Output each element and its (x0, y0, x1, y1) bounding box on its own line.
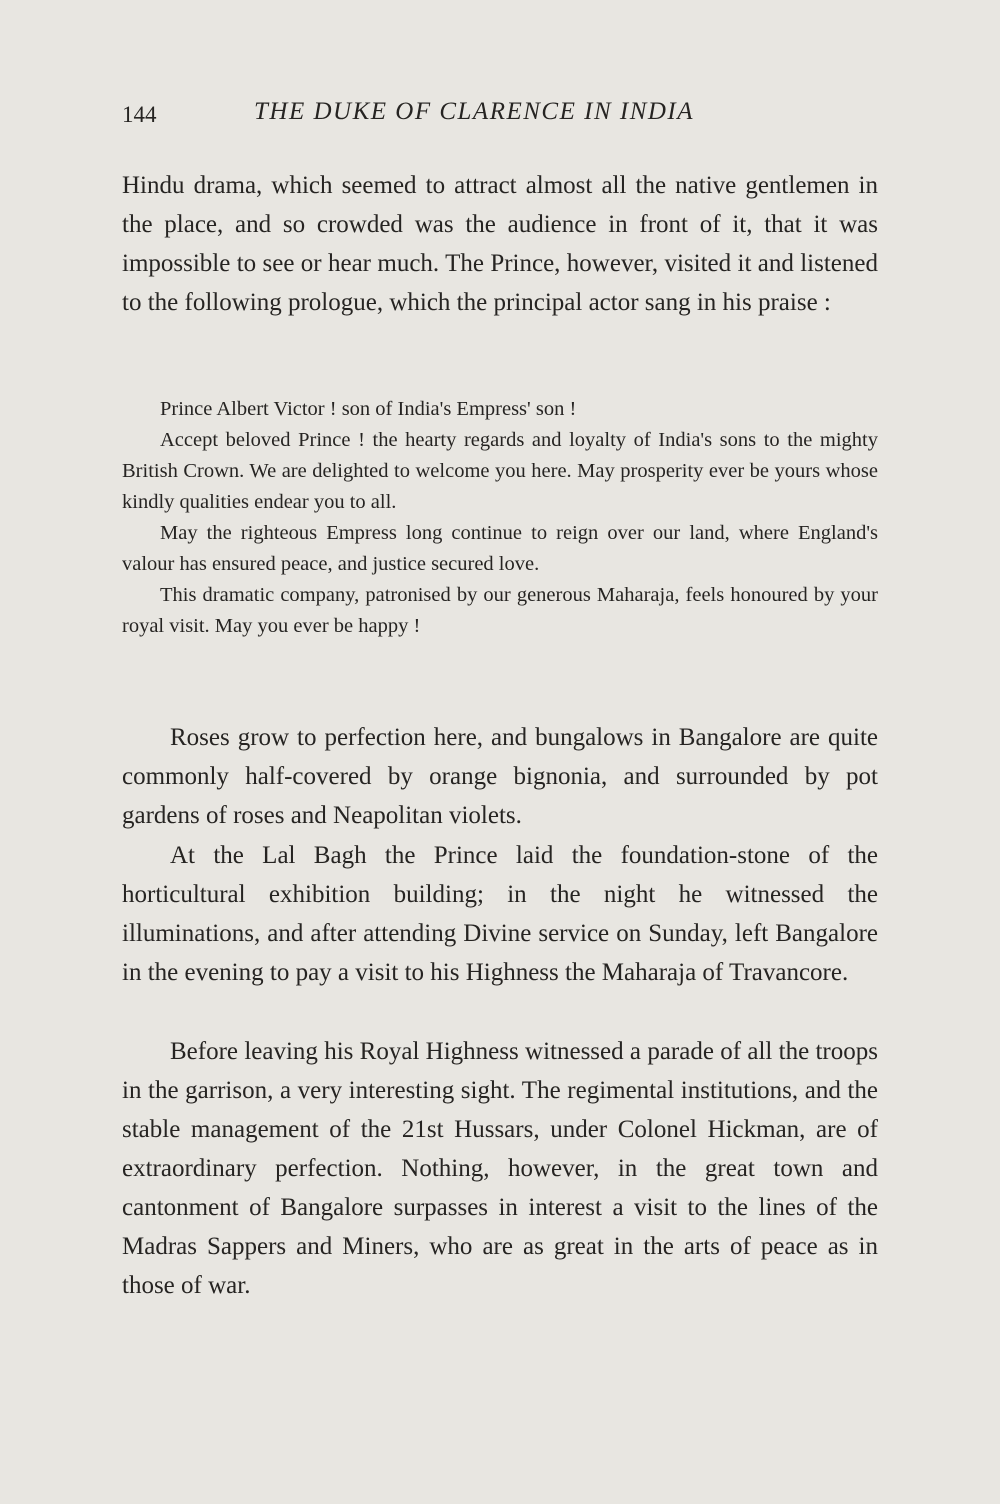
prologue-paragraph-4: This dramatic company, patronised by our generous Maharaja, feels honoured by your royal visit. May you ever be happy ! (122, 584, 878, 637)
prologue-paragraph-2: Accept beloved Prince ! the hearty regards and loyalty of India's sons to the mighty British Crown. We are delighted to welcome you here. May prosperity ever be yours whose kindly qualities endear you to all. (122, 429, 878, 513)
running-head (122, 98, 874, 138)
paragraph-roses: Roses grow to perfection here, and bungalows in Bangalore are quite commonly half-covered by orange bignonia, and surrounded by pot gardens of roses and Neapolitan violets. (122, 724, 878, 829)
paragraph-parade: Before leaving his Royal Highness witnessed a parade of all the troops in the garrison, a very interesting sight. The regimental institutions, and the stable management of the 21st Hussars, under Colonel Hickman, are of extraordinary perfection. Nothing, however, in the great town and cantonment of Bangalore surpasses in interest a visit to the lines of the Madras Sappers and Miners, who are as great in the arts of peace as in those of war. (122, 1038, 878, 1299)
paragraph-hindu-drama: Hindu drama, which seemed to attract almost all the native gentlemen in the place, and so crowded was the audience in front of it, that it was impossible to see or hear much. The Prince, however, visited it and listened to the following prologue, which the principal actor sang in his praise : (122, 172, 878, 316)
prologue-line-1: Prince Albert Victor ! son of India's Empress' son ! (160, 398, 577, 420)
page-number: 144 (122, 102, 157, 127)
prologue-paragraph-3: May the righteous Empress long continue to reign over our land, where England's valour has ensured peace, and justice secured love. (122, 522, 878, 575)
paragraph-lal-bagh: At the Lal Bagh the Prince laid the foundation-stone of the horticultural exhibition building; in the night he witnessed the illuminations, and after attending Divine service on Sunday, left Bangalore in the evening to pay a visit to his Highness the Maharaja of Travancore. (122, 842, 878, 986)
running-title: THE DUKE OF CLARENCE IN INDIA (254, 98, 695, 125)
prologue-quote (122, 394, 878, 642)
